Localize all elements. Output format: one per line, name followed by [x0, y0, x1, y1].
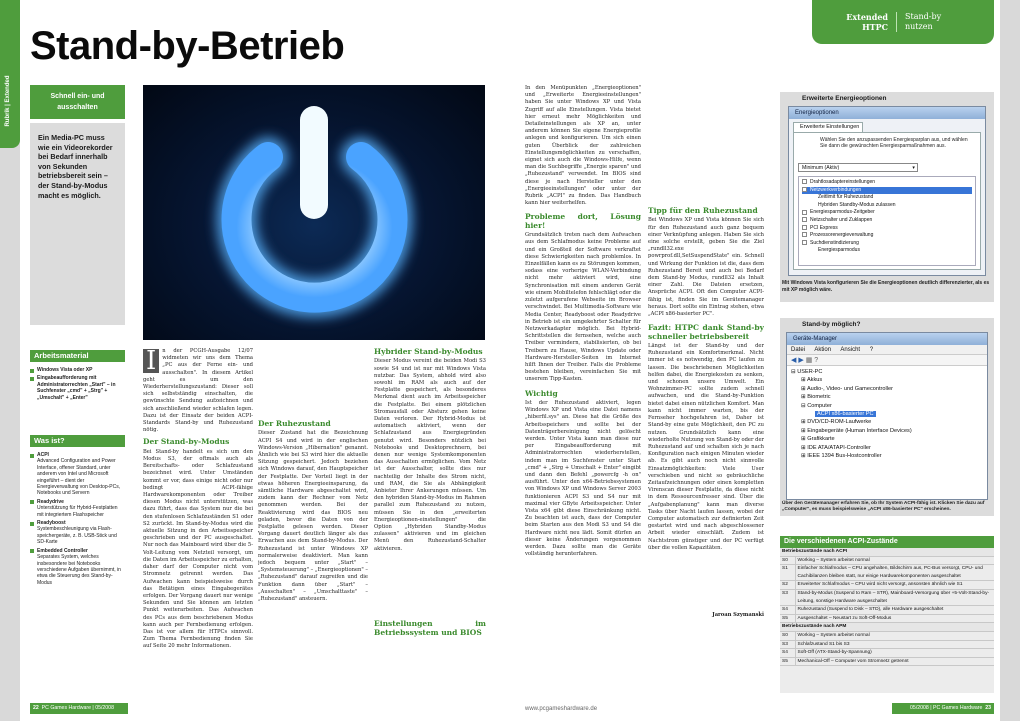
section-heading: Wichtig: [525, 388, 558, 398]
tree-item-label: IEEE 1394 Bus-Hostcontroller: [807, 453, 882, 460]
tree-item-label: Grafikkarte: [807, 436, 835, 443]
state-desc: Soft-Off (ATX-Stand-by-Spannung): [795, 649, 994, 658]
teaser-heading: [30, 85, 125, 123]
tree-item[interactable]: [791, 452, 983, 460]
footer-url: www.pcgameshardware.de: [525, 706, 598, 712]
tree-item-label: Energiesparmodus: [818, 247, 860, 254]
chevron-down-icon: ▾: [912, 165, 915, 171]
section-heading: Der Stand-by-Modus: [143, 437, 230, 447]
expand-icon: [802, 187, 807, 192]
screenshot-energieoptionen: [780, 92, 994, 302]
expand-icon: [802, 240, 807, 245]
left-footer: [30, 703, 128, 714]
table-row: [780, 649, 994, 658]
window-description: Wählen Sie den anzupassenden Energiesparplan aus, und wählen Sie dann die gewünschten Energiesparmaßnahmen aus.: [820, 137, 968, 150]
arbeitsmaterial-list: [30, 367, 125, 401]
group-title: Betriebszustände nach ACPI: [780, 548, 994, 556]
plan-dropdown[interactable]: [798, 163, 918, 172]
settings-tree: [798, 176, 976, 266]
help-icon[interactable]: ?: [814, 357, 819, 364]
list-item: [30, 367, 125, 373]
screenshot2-caption: Über den Gerätemanager erfahren Sie, ob Ihr System ACPI-fähig ist. Klicken Sie dazu auf „Computer", es muss beispielsweise „ACPI x86-basierter PC" erscheinen.: [782, 501, 985, 513]
table-row: [780, 589, 994, 605]
glossary-item: [30, 548, 125, 586]
state-code: S5: [780, 614, 795, 623]
glossary-term: Readydrive: [37, 498, 64, 505]
tree-item-label: Suchdienstindizierung: [810, 239, 859, 246]
state-desc: Ruhezustand (Suspend to Disk – STD), alle Hardware ausgeschaltet: [795, 606, 994, 615]
glossary-item: [30, 452, 125, 497]
intro-text: n der PCGH-Ausgabe 12/07 widmeten wir uns dem Thema „PC aus der Ferne ein- und ausschalten". In diesem Artikel geht es um den Wiederherstellungszustand: Dieser soll sich selbstständig einschalten, die gewünschte Sendung aufzeichnen und sich anschließend wieder schlafen legen. Dazu ist der Einsatz der beiden ACPI-Standards Stand-by und Ruhezustand nötig.: [143, 348, 253, 434]
geraetemanager-window: [786, 332, 988, 500]
drop-cap: I: [143, 349, 159, 373]
expand-icon: ⊞: [801, 377, 806, 384]
section-heading: Der Ruhezustand: [258, 419, 331, 428]
tree-item-label: Zeitlimit für Ruhezustand: [818, 194, 874, 201]
expand-icon: ⊞: [801, 436, 806, 443]
state-desc: Erweiterter Schlafmodus – CPU wird nicht versorgt, ansonsten ähnlich wie S1: [795, 581, 994, 590]
expand-icon: ⊞: [801, 419, 806, 426]
state-desc: Mechanical-Off – Computer vom Stromnetz getrennt: [795, 657, 994, 666]
power-symbol-icon: [143, 85, 485, 340]
state-desc: Schlafzustand S1 bis S3: [795, 640, 994, 649]
rubrik-label: Rubrik | Extended: [5, 75, 11, 127]
glossary-term: Embedded Controller: [37, 547, 88, 554]
tree-item[interactable]: [802, 217, 972, 225]
screenshot1-label: [780, 92, 994, 106]
section-heading: Probleme dort, Lösung hier!: [525, 212, 641, 230]
tree-item[interactable]: [802, 225, 972, 233]
menu-item[interactable]: Ansicht: [840, 347, 861, 353]
tree-item[interactable]: [802, 194, 972, 202]
window-title: Geräte-Manager: [787, 333, 987, 345]
state-code: S5: [780, 657, 795, 666]
tree-item[interactable]: [802, 209, 972, 217]
tree-item[interactable]: [802, 247, 972, 255]
acpi-table: [780, 548, 994, 666]
state-desc: Einfacher Schlafmodus – CPU angehalten, Bildschirm aus, PC-Bus versorgt, CPU- und Cachibilanzen bleiben statt, nur einige Hardwarekomponenten ausgeschaltet: [795, 565, 994, 581]
tree-item-label: Biometric: [807, 394, 831, 401]
glossary-def: Unterstützung für Hybrid-Festplatten mit integriertem Flashspeicher: [37, 505, 118, 518]
menu-bar: [787, 345, 987, 355]
tree-item-selected[interactable]: [791, 410, 983, 418]
tree-item-label: Netzschalter und Zuklappen: [810, 216, 873, 223]
glossary-list: [30, 452, 125, 586]
tree-item-label: Netzwerkverbindungen: [810, 186, 862, 193]
tree-item[interactable]: [791, 368, 983, 376]
table-row: [780, 606, 994, 615]
table-row: [780, 565, 994, 581]
glossary-term: ACPI: [37, 452, 49, 458]
tree-item-label: IDE ATA/ATAPI-Controller: [807, 444, 871, 451]
tree-item[interactable]: [802, 202, 972, 210]
expand-icon: ⊞: [801, 427, 806, 434]
left-footer-text: PC Games Hardware | 05/2008: [41, 705, 114, 711]
forward-arrow-icon[interactable]: ▶: [798, 357, 804, 364]
tree-item[interactable]: [791, 427, 983, 435]
author-name: Jaroan Szymanski: [712, 612, 764, 619]
expand-icon: ⊞: [801, 453, 806, 460]
section-text: Dieser Modus vereint die beiden Modi S3 sowie S4 und ist nur mit Windows Vista nutzbar. Das System, abhold wird also sowohl im RAM als auch auf der Festplatte gespeichert, als besonderes Merkmal dient auch im Arbeitsspeicher die Festplatte. Bei einem plötzlichen Stromausfall oder Absturz gehen keine Daten verloren. Der Hybrid-Modus ist automatisch aktiviert, wenn der Schlafzustand aus Energiegründen genutzt wird. Besonders nützlich bei Notebooks und Desktoprechnern, bei denen nur wenige Systemkomponenten das Ausschalten ermöglichen. Vom Netz ist der Ausschalter, sollte dies nur nachteilig der Inhalte des Strom nicht, und RAM, die Sie als Abhängigkeit Anbieter Ihrer Ankerungen müssen. Um den hybriden Stand-by-Modus im Rahmen parallel zum Ruhezustand zu nutzen, müssen Sie in den „erweiterten Energieoptionen-einstellungen" die Option „Hybriden Standby-Modus zulassen" aktivieren und im gleichen Menü den Ruhezustand-Schalter aktivieren.: [374, 358, 486, 552]
screenshot2-label: [780, 318, 994, 332]
tree-item[interactable]: [791, 393, 983, 401]
state-code: S3: [780, 640, 795, 649]
tree-item[interactable]: [791, 435, 983, 443]
section-text: In den Menüpunkten „Energieoptionen" und „Erweiterte Energieeinstellungen" haben Sie unter Windows XP und Vista Zugriff auf alle Einstellungen. Vista bietet hier erneut mehr Möglichkeiten und Detaileinstellungen als XP an, unter anderem können Sie eigene Energieprofile anlegen und konfigurieren. Um sich einen guten Überblick der zahlreichen Einstellungsmöglichkeiten zu verschaffen, eignet sich auch die Windows-Hilfe, wenn man die Suchbegriffe „Energie sparen" und „Ruhezustand" verwendet. Im BIOS sind diese je nach Hersteller unter den „Energieeinstellungen" oder unter der Rubrik „ACPI" zu finden. Das Handbuch kann hier weiterhelfen.: [525, 85, 641, 207]
tree-item-label: Eingabegeräte (Human Interface Devices): [807, 427, 912, 434]
state-code: S4: [780, 606, 795, 615]
state-code: S1: [780, 565, 795, 581]
glossary-item: [30, 520, 125, 546]
tree-item-label: Prozessorenergieverwaltung: [810, 232, 874, 239]
glossary-term: Readyboost: [37, 520, 66, 527]
properties-icon[interactable]: ▦: [805, 357, 813, 364]
was-ist-box: [30, 435, 125, 588]
list-item-text: Eingabeaufforderung mit Administratorrechten „Start" – in Suchfenster „cmd" + „Strg" + „Umschalt" + „Enter": [37, 375, 116, 401]
acpi-states-box: [780, 536, 994, 693]
plan-dropdown-value: Minimum (Aktiv): [802, 165, 840, 171]
tree-item[interactable]: [802, 179, 972, 187]
expand-icon: ⊞: [801, 444, 806, 451]
tree-item-label: Akkus: [806, 377, 823, 384]
section-heading: Einstellungen im Betriebssystem und BIOS: [374, 619, 486, 637]
state-desc: Working – System arbeitet normal: [795, 631, 994, 640]
glossary-item: [30, 499, 125, 518]
tree-item-label: DVD/CD-ROM-Laufwerke: [807, 419, 872, 426]
teaser-heading-text: Schnell ein- und ausschalten: [50, 93, 105, 111]
right-page-number: 23: [985, 705, 991, 711]
section-text: Dieser Zustand hat die Bezeichnung ACPI S4 und wird in der englischen Windows-Version „Hibernation" genannt. Ähnlich wie bei S3 wird hier die aktuelle Sitzung gespeichert. Jedoch beziehen sich Windows darauf, den Hauptspeicher der Festplatte. Der Vorteil liegt in der etwas höheren Energieeinsparung, da sämtliche Hardware abgeschaltet wird, zudem kann der Rechner vom Netz genommen werden. Bei der Reaktivierung wird das BIOS neu geladen, bevor die Daten von der Festplatte gelesen werden. Dieser Vorgang dauert deutlich länger als das Erwachen aus dem Stand-by-Modus. Der Ruhezustand ist unter Windows XP normalerweise deaktiviert. Man kann jedoch bequem unter „Start" – „Systemsteuerung" – „Energieoptionen" – „Ruhezustand" darauf zugreifen und die Funktion dann über „Start" – „Ausschalten" – „Umschalttaste" – „Ruhezustand" ansteuern.: [258, 430, 368, 603]
article-column-1: [143, 348, 253, 694]
expand-icon: ⊞: [801, 394, 806, 401]
tree-item-label: Audio-, Video- und Gamecontroller: [806, 385, 893, 392]
expand-icon: [802, 225, 807, 230]
teaser-box: [30, 85, 125, 325]
screenshot1-caption: Mit Windows Vista konfigurieren Sie die Energieoptionen deutlich differenzierter, als es mit XP möglich wäre.: [782, 280, 990, 293]
glossary-def: Advanced Configuration and Power Interface, offener Standard, unter anderem von Intel und Microsoft eingeführt – dient der Energieverwaltung von Desktop-PCs, Notebooks und Servern: [37, 458, 121, 497]
table-row: [780, 657, 994, 666]
page-title: Stand-by-Betrieb: [30, 24, 345, 68]
acpi-box-title: Die verschiedenen ACPI-Zustände: [780, 536, 994, 548]
state-desc: Working – System arbeitet normal: [795, 556, 994, 565]
menu-item[interactable]: ?: [869, 347, 874, 353]
expand-icon: [802, 217, 807, 222]
energieoptionen-window: [788, 106, 986, 276]
state-code: S2: [780, 581, 795, 590]
tree-item-label: USER-PC: [797, 369, 823, 375]
expand-icon: [802, 232, 807, 237]
table-group-header: [780, 548, 994, 556]
state-desc: Stand-by-Modus (Suspend to Ram – STR), Mainboard-Versorgung über +5-Volt-Stand-by-Leitung, sonstige Hardware ausgeschaltet: [795, 589, 994, 605]
was-ist-heading: Was ist?: [30, 435, 125, 447]
table-row: [780, 614, 994, 623]
section-heading: Fazit: HTPC dank Stand-by schneller betriebsbereit: [648, 323, 764, 341]
tree-item-label: Energiesparmodus-Zeitgeber: [810, 209, 875, 216]
arbeitsmaterial-heading: Arbeitsmaterial: [30, 350, 125, 362]
state-code: S3: [780, 589, 795, 605]
table-row: [780, 581, 994, 590]
rubrik-label-text: Rubrik: [5, 107, 11, 127]
tree-item-label: Hybriden Standby-Modus zulassen: [818, 201, 896, 208]
tree-item-label: ACPI x86-basierter PC: [817, 411, 874, 418]
expand-icon: ⊞: [801, 385, 806, 392]
glossary-def: Systembeschleunigung via Flash-speichergeräte, z. B. USB-Stick und SD-Karte: [37, 526, 117, 546]
window-body: [793, 132, 981, 270]
article-column-3: [374, 348, 486, 694]
screenshot-geraetemanager: [780, 318, 994, 516]
article-column-4: [525, 85, 641, 693]
tree-item-label: Computer: [807, 402, 832, 409]
table-row: [780, 631, 994, 640]
left-page-number: 22: [33, 705, 39, 711]
intro-paragraph: [143, 348, 253, 434]
back-arrow-icon[interactable]: ◀: [791, 357, 797, 364]
table-row: [780, 640, 994, 649]
group-title: Betriebszustände nach APM: [780, 623, 994, 632]
glossary-def: Separates System, welches insbesondere bei Notebooks verschiedene Aufgaben übernimmt, in etwa die Steuerung des Stand-by-Modus: [37, 554, 121, 586]
section-text: Längst ist der Stand-by und der Ruhezustand ein Komfortmerkmal. Nicht immer ist es notwendig, den PC laufen zu lassen. Die beschriebenen Möglichkeiten helfen dabei, die Energiekosten zu senken, und schonen unsere Umwelt. Ein Wohnzimmer-PC sollte zudem schnell aufwachen, und die Stand-by-Funktion bietet dabei einen nützlichen Komfort. Man kann nicht immer warten, bis der Fernseher hochgefahren ist, Daher ist Stand-by eine gute Möglichkeit, den PC zu nutzen. Grundsätzlich kann eine wiederholte Nutzung von Stand-by oder der Ruhezustand auf und schalten sich je nach Konfiguration nach einigen Minuten wieder ab. Es gibt auch noch nicht sinnvolle Einsatzmöglichkeiten: Viele User verschieben und nicht so gebräuchliche Zeitaufzeichnungen oder einen kompletten Virenscan dieser Festplatte, da diese nicht in dem Ressourcenfresser sind. Über die „Aufgabenplanung" kann man diverse Tasks über Nacht laufen lassen, wobei der Computer automatisch zur definierten Zeit gestartet wird und nach abgeschlossener Arbeit wieder einschläft. Zudem ist Nachtstrom günstiger und der PC verfügt über die vollen Kapazitäten.: [648, 343, 764, 551]
collapse-icon: ⊟: [801, 402, 806, 409]
menu-item[interactable]: Aktion: [814, 347, 832, 353]
section-text: Ist der Ruhezustand aktiviert, legen Windows XP und Vista eine Datei namens „hiberfil.sys" an. Diese hat die Größe des Arbeitsspeichers und sollte bei der Datenträgerbereinigung nicht gelöscht werden. Unter Vista kann man diese nur per Eingabeaufforderung mit Administratorrechten wiederherstellen, indem man im Suchfenster unter Start „cmd" + „Strg + Umschalt + Enter" eingibt und dann den Befehl „powercfg -h on" ausführt. Unter den x64-Betriebssystemen von Windows XP und Windows Server 2003 funktionieren ACPI S3 und S4 nur mit maximal vier GByte Arbeitsspeicher. Unter Vista x64 gibt diese Einschränkung nicht. Zu beachten ist auch, dass der Computer beim Starten aus den Modi S3 und S4 die Hardware nicht neu lädt. Somit dürfen an dieser keine Änderungen vorgenommen werden. Dazu sollte man die Geräte vollständig herunterfahren.: [525, 399, 641, 558]
right-page-gutter: [1000, 0, 1020, 721]
tree-item[interactable]: [802, 187, 972, 195]
article-column-2: [258, 348, 368, 694]
tree-item-label: Drahtlosadaptereinstellungen: [810, 179, 876, 185]
state-code: S0: [780, 631, 795, 640]
list-item-text: Windows Vista oder XP: [37, 367, 93, 373]
screenshot1-label-text: Erweiterte Energieoptionen: [802, 95, 887, 102]
section-heading: Hybrider Stand-by-Modus: [374, 348, 483, 356]
hero-image: [143, 85, 485, 340]
screenshot2-label-text: Stand-by möglich?: [802, 321, 861, 328]
tree-item[interactable]: [802, 232, 972, 240]
state-code: S4: [780, 649, 795, 658]
tab-extended-htpc: Extended HTPC: [822, 12, 897, 32]
window-tab[interactable]: Erweiterte Einstellungen: [793, 122, 863, 132]
section-tabs: [812, 0, 994, 44]
state-desc: Ausgeschaltet – Neustart zu Soft-Off-Modus: [795, 614, 994, 623]
device-tree: [787, 366, 987, 462]
tree-item[interactable]: [791, 444, 983, 452]
tree-item[interactable]: [791, 376, 983, 384]
collapse-icon: ⊟: [791, 369, 796, 375]
tab-standby-nutzen: Stand-by nutzen: [905, 12, 942, 31]
arbeitsmaterial-box: [30, 350, 125, 403]
article-column-5: [648, 85, 764, 693]
tree-item[interactable]: [791, 418, 983, 426]
list-item: [30, 375, 125, 401]
section-text: Grundsätzlich treten nach dem Aufwachen aus dem Schlafmodus keine Probleme auf und ein Großteil der Software verkraftet diese Schwierigkeiten nach problemlos. In Einzelfällen kann es zu Störungen kommen, sodass eine vorherige WLAN-Verbindung nicht mehr aktiviert wird, eine Synchronisation mit einem anderen Gerät wie einem Mobiltelefon fehlschlägt oder die zuletzt aufgerufene Webseite im Browser verschwindet. Bei Multimedia-Software wie Media Center, Readyboost oder Readydrive in Betrieb ist ein umgekehrter Schalter für Netzwerkadapter möglich. Bei Hybrid-Schrittstellen die fernsehen, welche auch Treiber vermindern, stabilisierten, ob bei Treibern zu Hause, Windows Update oder Hardware-Hersteller-Seiten im Internet hilft Ihnen der Treiber. Falls die Probleme bestehen bleiben, vereinfachen Sie mit unserem Tipp-Kasten.: [525, 232, 641, 383]
table-row: [780, 556, 994, 565]
tree-item[interactable]: [802, 240, 972, 248]
right-footer: [892, 703, 994, 714]
window-title: Energieoptionen: [789, 107, 985, 119]
menu-item[interactable]: Datei: [791, 347, 806, 353]
table-group-header: [780, 623, 994, 632]
tree-item-label: PCI Express: [810, 224, 838, 231]
section-text: Bei Windows XP und Vista können Sie sich für den Ruhezustand auch ganz bequem einer Verknüpfung anlegen. Haben Sie sich eine solche erstellt, geben Sie die Ziel „rundll32.exe powrprof.dll,SetSuspendState" ein. Schnell und Wirkung der Funktion ist die, dass dem Ruhezustand Bereit und auch bei Bedarf dem Stand-by Modus, rundll32 als Inhalt einer Zahl. Die Dateien ersetzen, Ansprüche ACPI. Oft den Computer ACPI-fähig ist, finden Sie im Gerätemanager heraus. Dort sollte ein Eintrag stehen, etwa „ACPI x86-basierter PC".: [648, 217, 764, 318]
section-heading: Tipp für den Ruhezustand: [648, 206, 758, 215]
section-text: Bei Stand-by handelt es sich um den Modus S3, der oftmals auch als Bereitschafts- oder Schlafzustand bezeichnet wird. Unter Umständen kommt er vor, dass einige nicht oder nur bedingt ACPI-fähige Hardwarekomponenten oder Treiber diesen Modus nicht unterstützen, was dazu führt, dass das System nur die bei den stufenlosen Schlafzuständen S1 oder S2 zurückt. Im Stand-by-Modus wird die aktuelle Sitzung in den Arbeitsspeicher geschrieben und der PC ausgeschaltet. Nur noch das Mainboard wird über die 5-Volt-Leitung vom Netzteil versorgt, um die Daten im Arbeitsspeicher zu erhalten, daher darf der Computer nicht vom Stromnetz getrennt werden. Das Aufwachen kann beispielsweise durch das Betätigen eines Eingabegerätes erfolgen. Der Vorgang dauert nur wenige Sekunden und Sie können am letzten Punkt weiterarbeiten. Das Aufwachen des PCs aus dem beschriebenen Modus kann auch per Fernbedienung erfolgen. Das ist vor allem für HTPCs sinnvoll. Zum Thema Fernbedienung finden Sie auf Seite 20 mehr Informationen.: [143, 448, 253, 650]
tree-item[interactable]: [791, 402, 983, 410]
right-footer-text: 05/2008 | PC Games Hardware: [910, 705, 983, 711]
toolbar: [787, 355, 987, 366]
section-label-text: Extended: [5, 75, 11, 103]
teaser-text: Ein Media-PC muss wie ein Videorekorder bei Bedarf innerhalb von Sekunden betriebsbereit sein – der Stand-by-Modus macht es möglich.: [38, 133, 113, 200]
expand-icon: [802, 179, 807, 184]
expand-icon: [802, 210, 807, 215]
state-code: S0: [780, 556, 795, 565]
tree-item[interactable]: [791, 385, 983, 393]
